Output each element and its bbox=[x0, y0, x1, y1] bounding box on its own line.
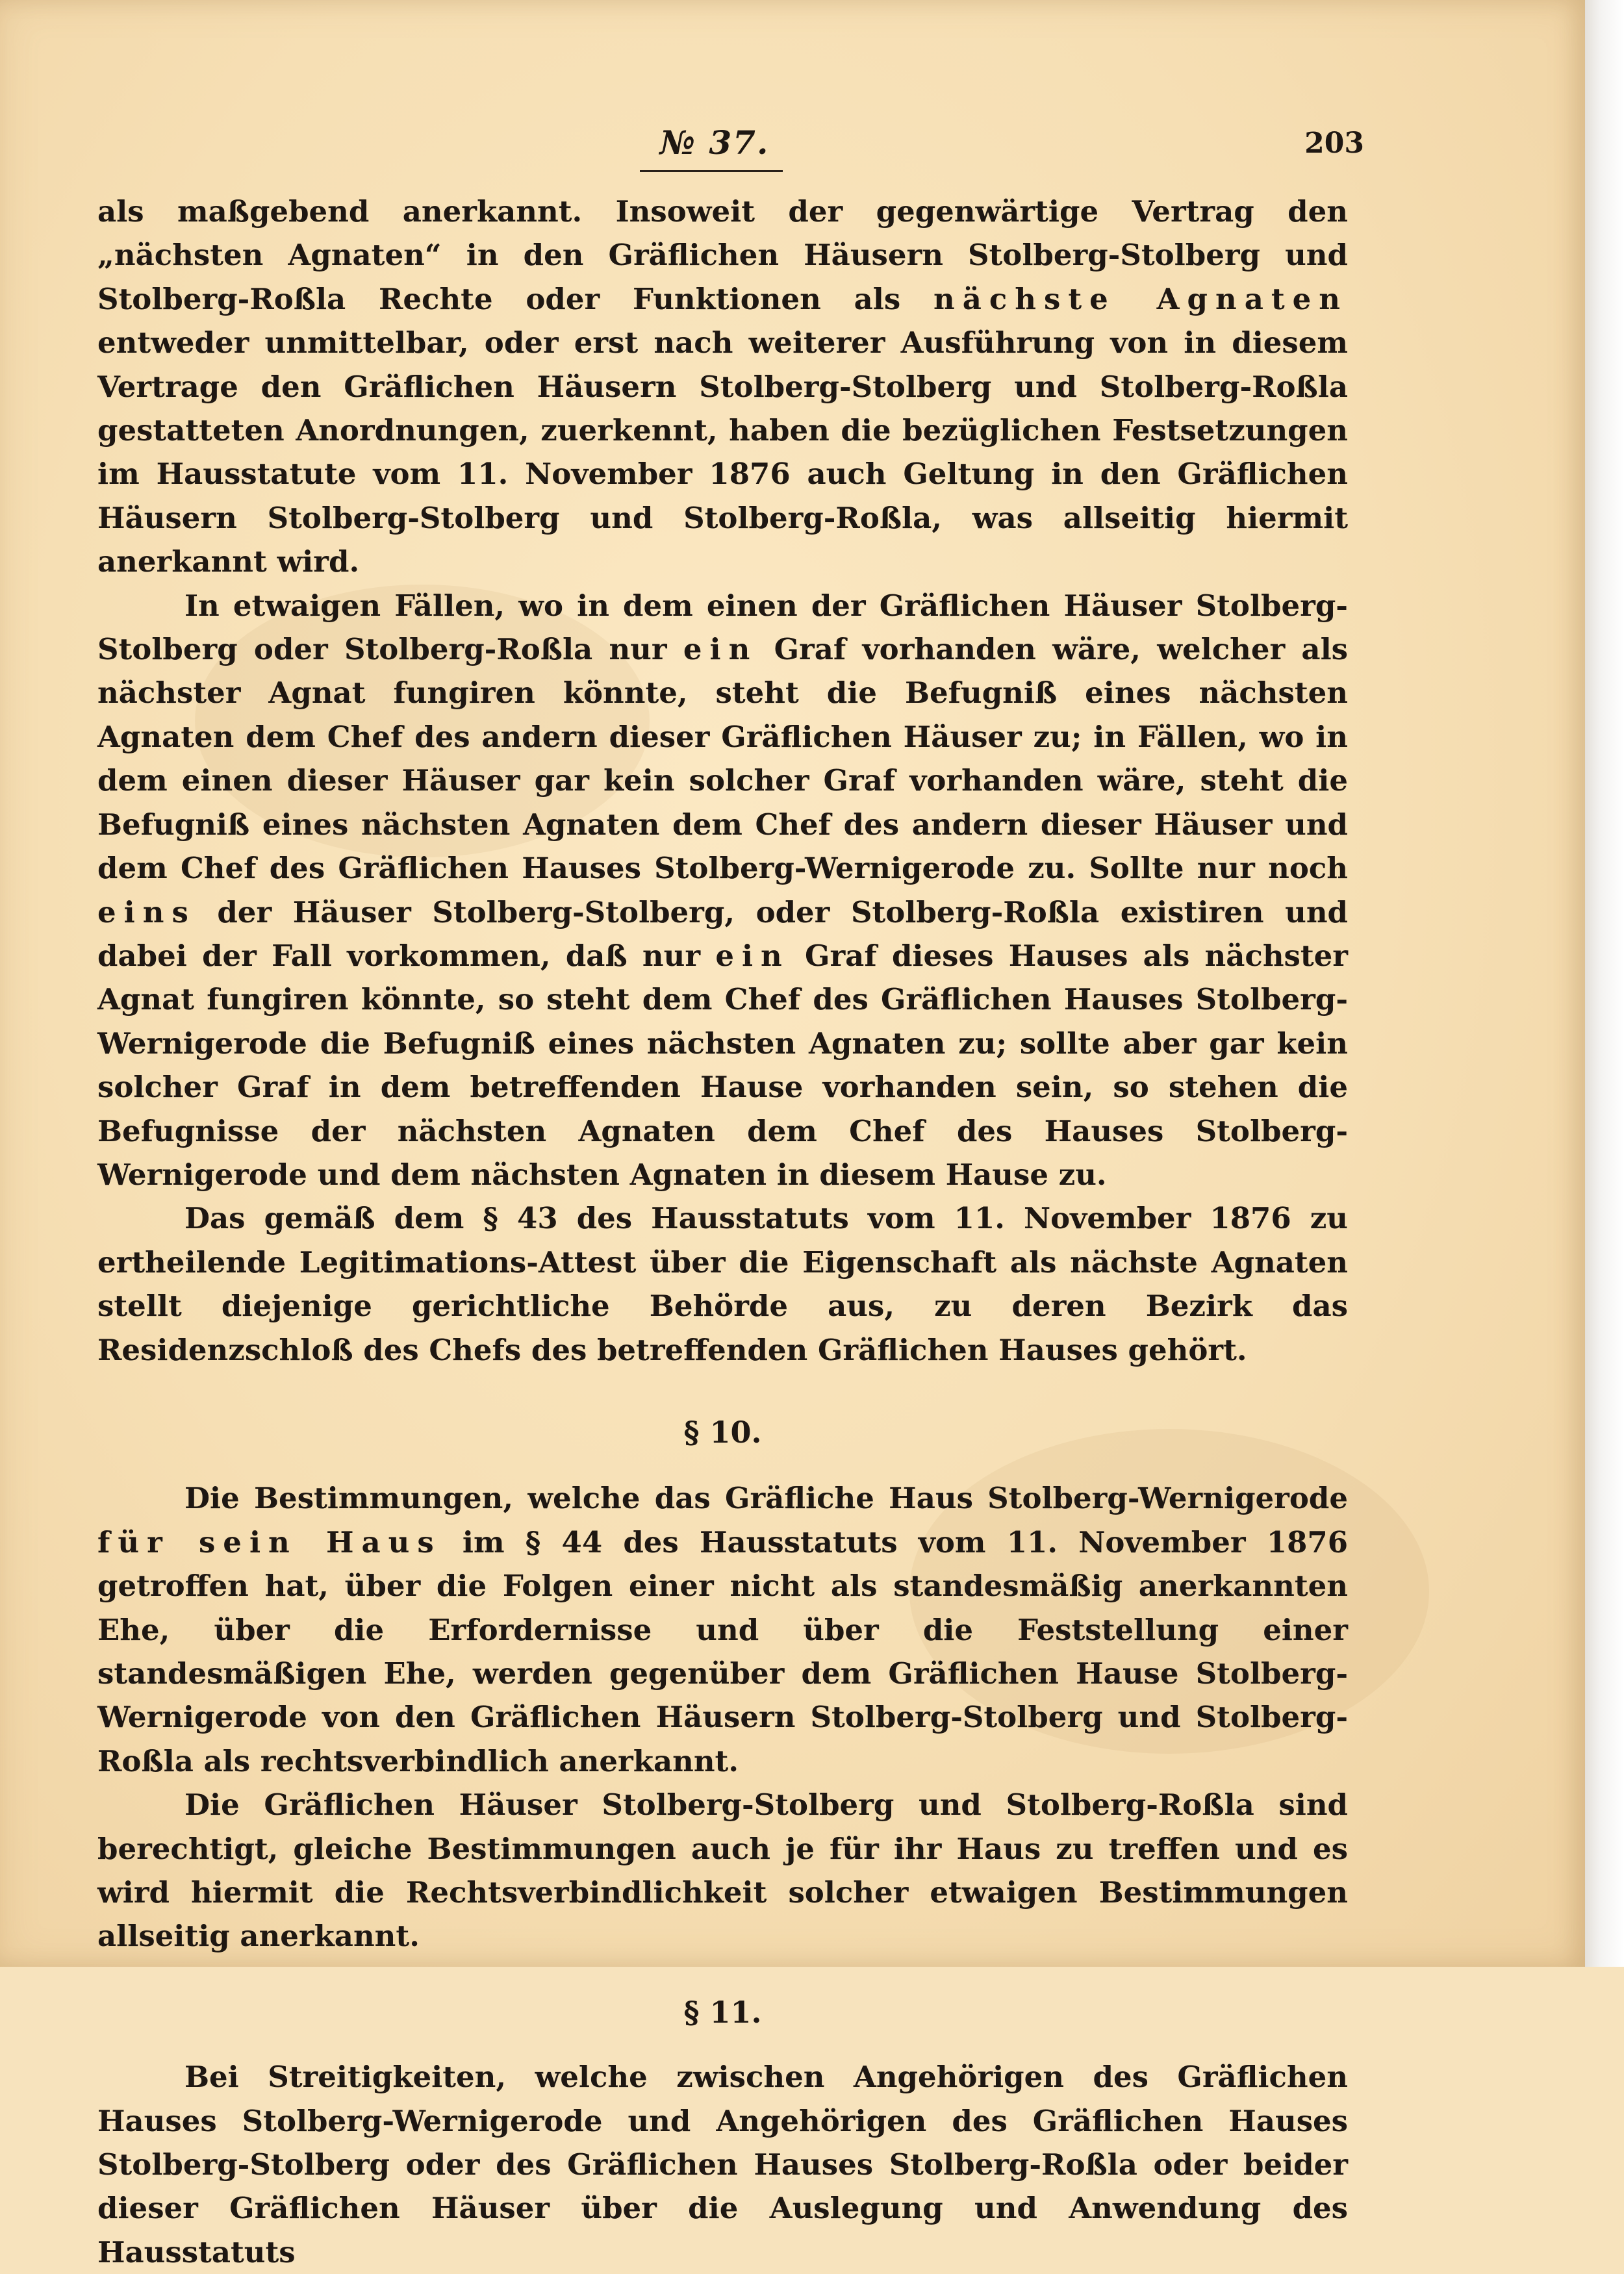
paragraph-agnaten bbox=[97, 584, 1348, 1197]
emphasized-text: ein bbox=[715, 938, 790, 973]
page-number: 203 bbox=[1304, 127, 1364, 160]
emphasized-text: für sein Haus bbox=[97, 1524, 442, 1560]
paragraph-text: als maßgebend anerkannt. Insoweit der gegenwärtige Vertrag den „nächsten Agnaten“ in den Gräflichen Häusern Stolberg-Stolberg und Stolberg-Roßla Rechte oder Funktionen als bbox=[97, 194, 1348, 316]
section-10-heading: § 10. bbox=[683, 1414, 762, 1450]
paragraph-text: Graf vorhanden wäre, welcher als nächster Agnat fungiren könnte, steht die Befugniß eines nächsten Agnaten dem Chef des andern dieser Gräflichen Häuser zu; in Fällen, wo in dem einen dieser Häuser gar kein solcher Graf vorhanden wäre, steht die Befugniß eines nächsten Agnaten dem Chef des andern dieser Häuser und dem Chef des Gräflichen Hauses Stolberg-Wernigerode zu. Sollte nur noch bbox=[97, 632, 1349, 886]
document-body bbox=[97, 190, 1348, 2274]
section-11-paragraph-1: Bei Streitigkeiten, welche zwischen Angehörigen des Gräflichen Hauses Stolberg-Wernigerode und Angehörigen des Gräflichen Hauses Stolberg-Stolberg oder des Gräflichen Hauses Stolberg-Roßla oder beider dieser Gräflichen Häuser über die Auslegung und Anwendung des Hausstatuts bbox=[97, 2060, 1348, 2269]
paragraph-text: entweder unmittelbar, oder erst nach weiterer Ausführung von in diesem Vertrage den Gräflichen Häusern Stolberg-Stolberg und Stolberg-Roßla gestatteten Anordnungen, zuerkennt, haben die bezüglichen Festsetzungen im Hausstatute vom 11. November 1876 auch Geltung in den Gräflichen Häusern Stolberg-Stolberg und Stolberg-Roßla, was allseitig hiermit anerkannt wird. bbox=[97, 325, 1348, 579]
spacer bbox=[97, 1454, 1348, 1476]
paragraph-text: im § 44 des Hausstatuts vom 11. November 1876 getroffen hat, über die Folgen einer nicht als standesmäßig anerkannten Ehe, über die Erfordernisse und über die Feststellung einer standesmäßigen Ehe, werden gegenüber dem Gräflichen Hause Stolberg-Wernigerode von den Gräflichen Häusern Stolberg-Stolberg und Stolberg-Roßla als rechtsverbindlich anerkannt. bbox=[97, 1524, 1349, 1778]
emphasized-text: ein bbox=[683, 632, 758, 667]
scan-edge bbox=[1585, 0, 1624, 1967]
paragraph-text: der Häuser Stolberg-Stolberg, oder Stolberg-Roßla existiren und dabei der Fall vorkommen, daß nur bbox=[97, 894, 1348, 973]
section-10-paragraph-2: Die Gräflichen Häuser Stolberg-Stolberg und Stolberg-Roßla sind berechtigt, gleiche Bestimmungen auch je für ihr Haus zu treffen und es wird hiermit die Rechtsverbindlichkeit solcher etwaigen Bestimmungen allseitig anerkannt. bbox=[97, 1788, 1348, 1954]
paragraph-text: Die Bestimmungen, welche das Gräfliche Haus Stolberg-Wernigerode bbox=[184, 1481, 1348, 1516]
spacer bbox=[97, 1372, 1348, 1411]
paragraph-attest bbox=[97, 1196, 1348, 1372]
paragraph-text: In etwaigen Fällen, wo in dem einen der Gräflichen Häuser Stolberg-Stolberg oder Stolberg-Roßla nur bbox=[97, 588, 1348, 667]
paragraph-continuation bbox=[97, 190, 1348, 584]
issue-number: № 37. bbox=[659, 123, 770, 162]
paragraph-text: Das gemäß dem § 43 des Hausstatuts vom 11. November 1876 zu ertheilende Legitimations-Attest über die Eigenschaft als nächste Agnaten stellt diejenige gerichtliche Behörde aus, zu deren Bezirk das Residenzschloß des Chefs des betreffenden Gräflichen Hauses gehört. bbox=[97, 1201, 1348, 1367]
section-11-heading: § 11. bbox=[683, 1994, 762, 2030]
header-rule bbox=[640, 170, 783, 172]
spacer bbox=[97, 1958, 1348, 1991]
section-10-paragraph-1 bbox=[97, 1476, 1348, 1783]
spacer bbox=[97, 2034, 1348, 2055]
emphasized-text: eins bbox=[97, 894, 196, 929]
paragraph-text: Graf dieses Hauses als nächster Agnat fungiren könnte, so steht dem Chef des Gräflichen Hauses Stolberg-Wernigerode die Befugniß eines nächsten Agnaten zu; sollte aber gar kein solcher Graf in dem betreffenden Hause vorhanden sein, so stehen die Befugnisse der nächsten Agnaten dem Chef des Hauses Stolberg-Wernigerode und dem nächsten Agnaten in diesem Hause zu. bbox=[97, 938, 1348, 1192]
emphasized-text: nächste Agnaten bbox=[933, 281, 1348, 316]
